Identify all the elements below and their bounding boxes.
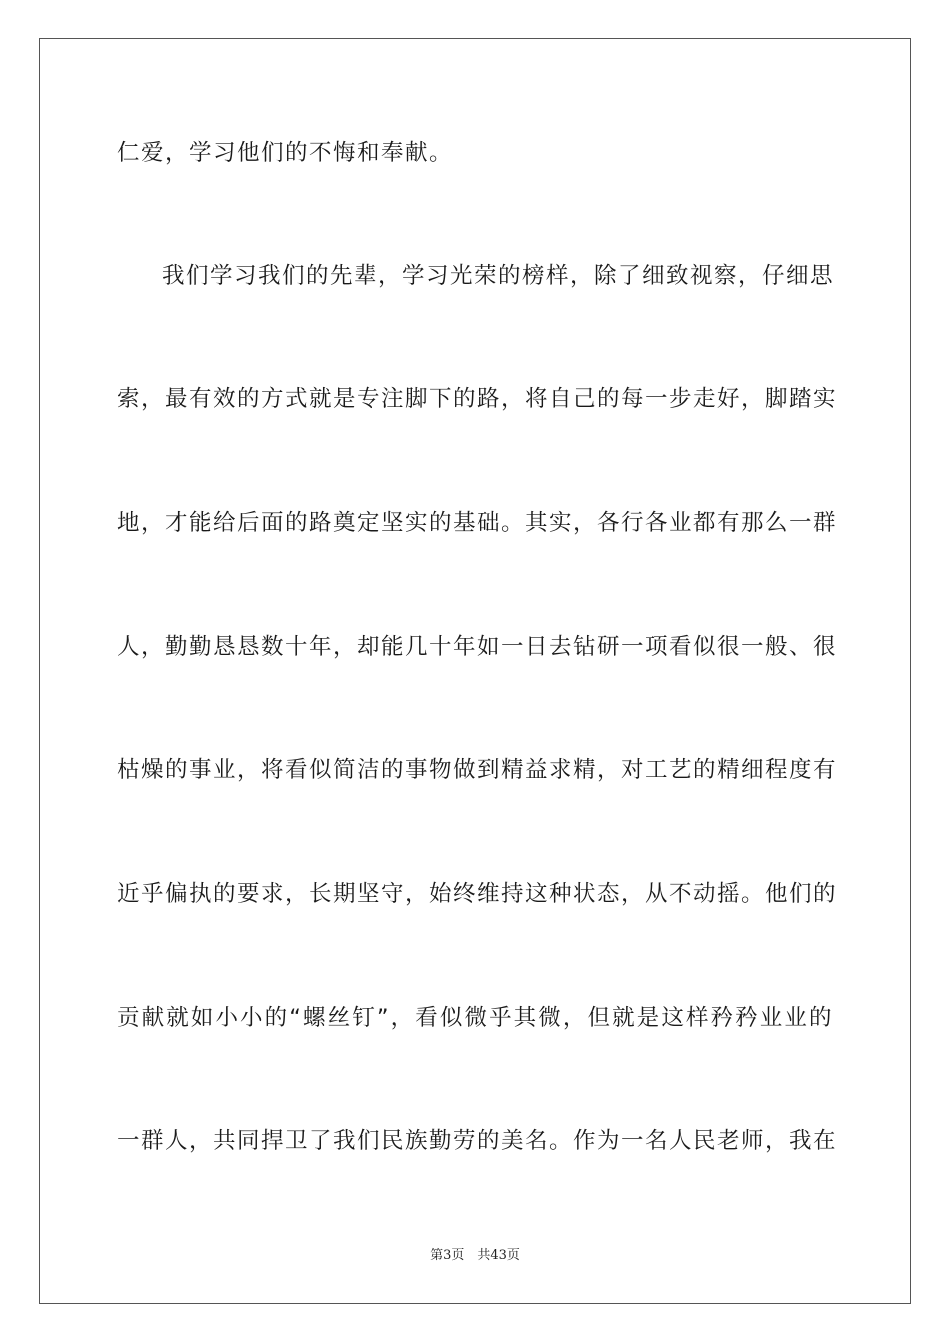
- page-number: 第3页 共43页: [430, 1248, 520, 1263]
- paragraph-line-2: 我们学习我们的先辈，学习光荣的榜样，除了细致视察，仔细思: [162, 263, 835, 289]
- paragraph-line-4: 地，才能给后面的路奠定坚实的基础。其实，各行各业都有那么一群: [117, 510, 838, 536]
- paragraph-line-3: 索，最有效的方式就是专注脚下的路，将自己的每一步走好，脚踏实: [117, 386, 838, 412]
- paragraph-line-5: 人，勤勤恳恳数十年，却能几十年如一日去钻研一项看似很一般、很: [117, 634, 838, 660]
- paragraph-line-6: 枯燥的事业，将看似简洁的事物做到精益求精，对工艺的精细程度有: [117, 757, 838, 783]
- page-border: [39, 38, 911, 1304]
- paragraph-line-7: 近乎偏执的要求，长期坚守，始终维持这种状态，从不动摇。他们的: [117, 881, 838, 907]
- paragraph-line-1: 仁爱，学习他们的不悔和奉献。: [117, 140, 454, 166]
- paragraph-line-9: 一群人，共同捍卫了我们民族勤劳的美名。作为一名人民老师，我在: [117, 1128, 838, 1154]
- paragraph-line-8: 贡献就如小小的“螺丝钉”，看似微乎其微，但就是这样矜矜业业的: [117, 1005, 833, 1031]
